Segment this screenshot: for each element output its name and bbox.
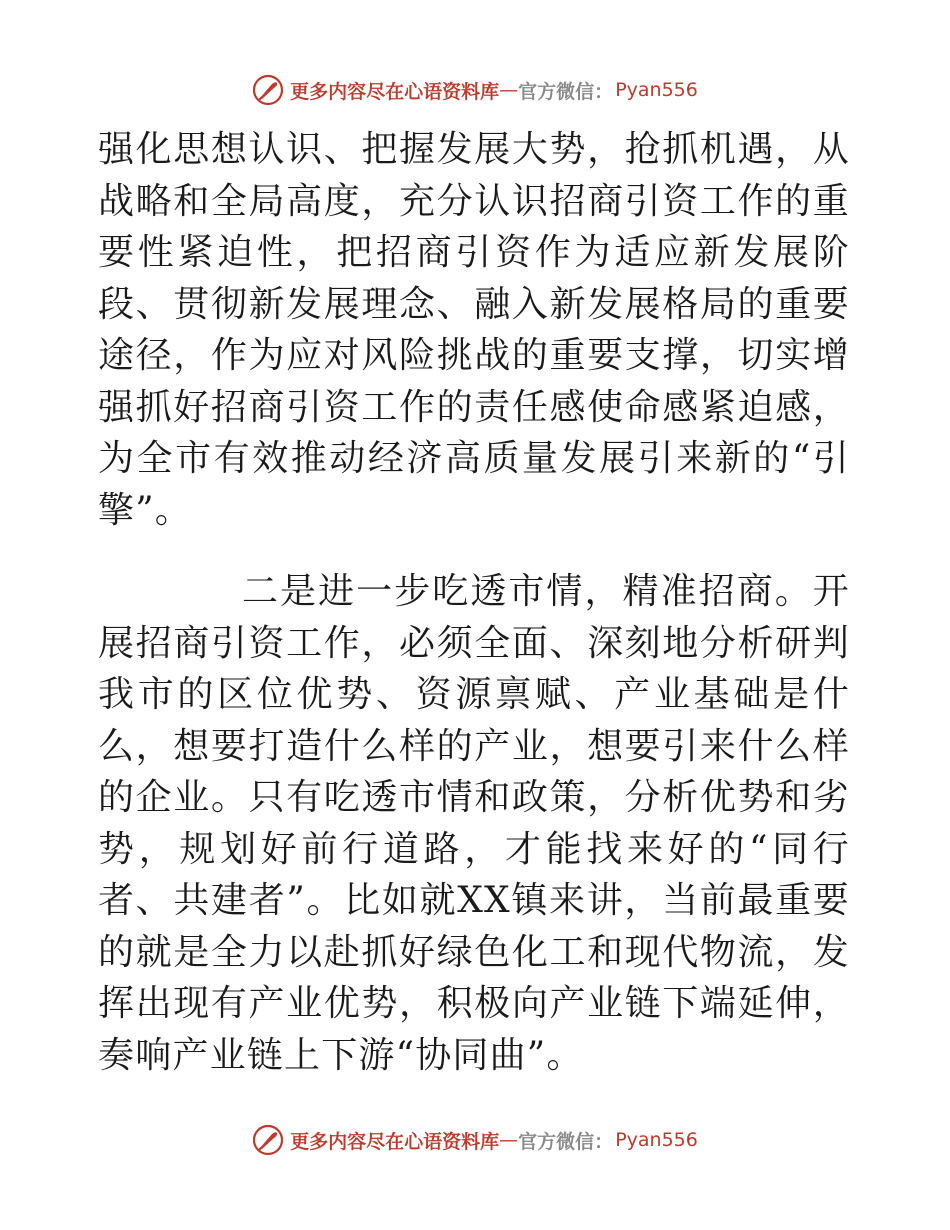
watermark-wechat-id: Pyan556 [615, 1129, 698, 1151]
watermark-separator: — [499, 1129, 519, 1151]
watermark-official-label: 官方微信： [518, 80, 614, 103]
footer-watermark [0, 1122, 950, 1158]
quill-pen-icon [252, 1124, 284, 1156]
header-watermark [0, 72, 950, 108]
watermark-separator: — [499, 79, 519, 101]
watermark-wechat-id: Pyan556 [615, 79, 698, 101]
paragraph-2: 二是进一步吃透市情，精准招商。开展招商引资工作，必须全面、深刻地分析研判我市的区位优势、资源禀赋、产业基础是什么，想要打造什么样的产业，想要引来什么样的企业。只有吃透市情和政策，分析优势和劣势，规划好前行道路，才能找来好的“同行者、共建者”。比如就XX镇来讲，当前最重要的就是全力以赴抓好绿色化工和现代物流，发挥出现有产业优势，积极向产业链下端延伸，奏响产业链上下游“协同曲”。 [98, 571, 850, 1076]
quill-pen-icon [252, 74, 284, 106]
watermark-site-text: 更多内容尽在心语资料库 [290, 80, 500, 103]
paragraph-1: 强化思想认识、把握发展大势，抢抓机遇，从战略和全局高度，充分认识招商引资工作的重要性紧迫性，把招商引资作为适应新发展阶段、贯彻新发展理念、融入新发展格局的重要途径，作为应对风险挑战的重要支撑，切实增强抓好招商引资工作的责任感使命感紧迫感，为全市有效推动经济高质量发展引来新的“引擎”。 [98, 129, 850, 531]
watermark-site-text: 更多内容尽在心语资料库 [290, 1130, 500, 1153]
watermark-official-label: 官方微信： [518, 1130, 614, 1153]
document-body [98, 124, 850, 1081]
